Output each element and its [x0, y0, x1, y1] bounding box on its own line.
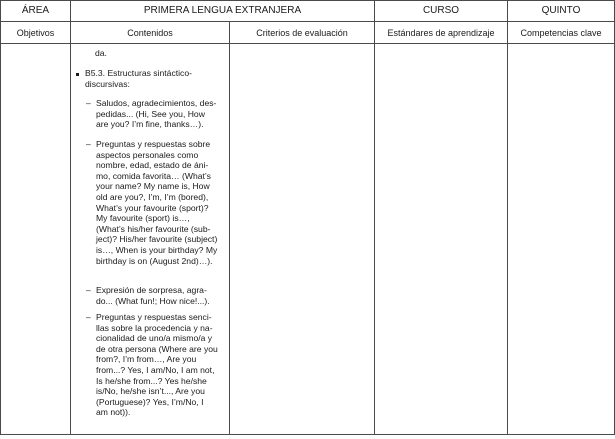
column-header-criterios: Criterios de evaluación	[256, 28, 348, 38]
list-item	[96, 312, 227, 418]
column-header-objetivos: Objetivos	[16, 28, 55, 38]
item-line: is/No, he/she isn’t..., Are you	[96, 386, 205, 397]
item-line: mo, comida favorita… (What’s	[96, 170, 211, 181]
item-line: am not)).	[96, 407, 131, 418]
column-header-estandares: Estándares de aprendizaje	[387, 28, 495, 38]
item-line: is…, When is your birthday? My	[96, 244, 218, 255]
column-divider-4	[507, 0, 508, 435]
block-title-line-2: discursivas:	[85, 78, 130, 89]
dash-icon: –	[86, 312, 91, 322]
header-course-label: CURSO	[422, 5, 460, 16]
item-line: (What’s his/her favourite (sub-	[96, 223, 211, 234]
item-line: What’s your favourite (sport)?	[96, 202, 209, 213]
item-line: do... (What fun!; How nice!...).	[96, 295, 210, 306]
item-line: Expresión de sorpresa, agra-	[96, 285, 207, 295]
list-item	[96, 139, 227, 266]
item-line: Is he/she from...? Yes he/she	[96, 375, 207, 386]
block-title-line-1: B5.3. Estructuras sintáctico-	[85, 68, 192, 78]
item-line: llas sobre la procedencia y na-	[96, 322, 213, 333]
list-item	[96, 285, 227, 306]
header-course-value: QUINTO	[541, 5, 581, 16]
table-border-bottom	[0, 434, 615, 435]
item-line: Preguntas y respuestas senci-	[96, 312, 212, 322]
dash-icon: –	[86, 98, 91, 108]
column-header-contenidos: Contenidos	[127, 28, 173, 38]
dash-icon: –	[86, 285, 91, 295]
item-line: cionalidad de uno/a mismo/a y	[96, 333, 213, 344]
item-line: de otra persona (Where are you	[96, 343, 218, 354]
table-border-left	[0, 0, 1, 435]
item-line: from...? Yes, I am/No, I am not,	[96, 364, 215, 375]
item-line: pedidas... (Hi, See you, How	[96, 108, 205, 119]
continued-text: da.	[95, 48, 107, 58]
item-line: old are you?, I’m, I’m (bored),	[96, 191, 209, 202]
item-line: nombre, edad, estado de áni-	[96, 160, 209, 171]
item-line: (Portuguese)? Yes, I’m/No, I	[96, 396, 204, 407]
dash-icon: –	[86, 139, 91, 149]
column-divider-2	[229, 21, 230, 435]
column-header-competencias: Competencias clave	[520, 28, 602, 38]
item-line: ject)? His/her favourite (subject)	[96, 234, 218, 245]
item-line: are you? I’m fine, thanks…).	[96, 119, 204, 130]
row-divider-2	[0, 43, 615, 44]
row-divider-1	[0, 21, 615, 22]
item-line: your name? My name is, How	[96, 181, 210, 192]
item-line: Saludos, agradecimientos, des-	[96, 98, 217, 108]
square-bullet-icon	[76, 73, 79, 76]
item-line: Preguntas y respuestas sobre	[96, 139, 211, 149]
item-line: birthday is on (August 2nd)…).	[96, 255, 213, 266]
column-divider-1	[70, 0, 71, 435]
item-line: from?, I’m from…, Are you	[96, 354, 197, 365]
column-divider-3	[374, 0, 375, 435]
item-line: My favourite (sport) is…,	[96, 213, 190, 224]
block-title	[85, 68, 225, 89]
header-subject: PRIMERA LENGUA EXTRANJERA	[143, 5, 302, 16]
header-area: ÁREA	[21, 5, 50, 16]
list-item	[96, 98, 227, 130]
item-line: aspectos personales como	[96, 149, 199, 160]
table-border-top	[0, 0, 615, 1]
